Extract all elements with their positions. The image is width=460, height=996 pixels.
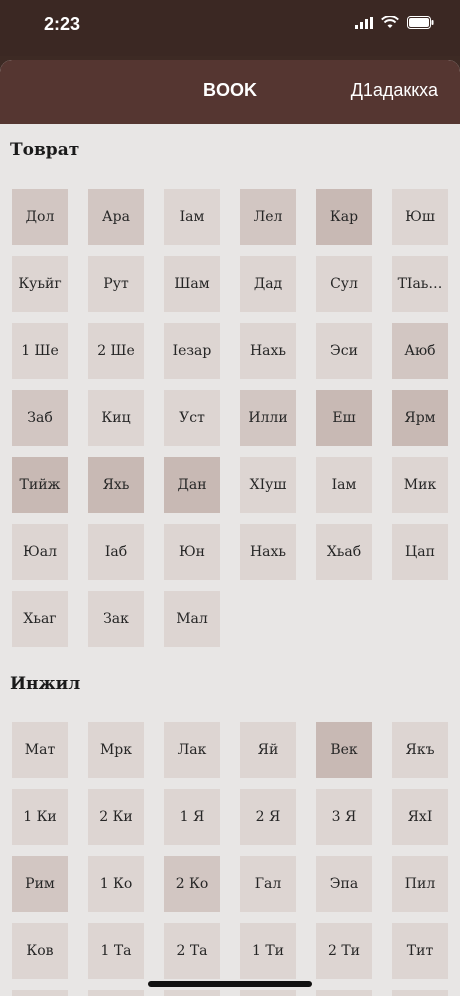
- book-tile[interactable]: Мал: [164, 591, 220, 647]
- book-tile[interactable]: Куьйг: [12, 256, 68, 312]
- book-tile[interactable]: ЯхІ: [392, 789, 448, 845]
- book-tile[interactable]: Нахь: [240, 524, 296, 580]
- book-tile[interactable]: Рим: [12, 856, 68, 912]
- book-tile[interactable]: Ярм: [392, 390, 448, 446]
- wifi-icon: [381, 16, 399, 29]
- book-tile[interactable]: Гал: [240, 856, 296, 912]
- book-tile[interactable]: 1 Я: [164, 789, 220, 845]
- battery-icon: [407, 16, 434, 29]
- book-tile[interactable]: Шам: [164, 256, 220, 312]
- book-tile[interactable]: Мрк: [88, 722, 144, 778]
- book-tile[interactable]: Мат: [12, 722, 68, 778]
- book-tile[interactable]: Уст: [164, 390, 220, 446]
- book-tile[interactable]: [88, 990, 144, 996]
- more-button[interactable]: Д1адаккха: [350, 80, 438, 100]
- book-tile[interactable]: Аюб: [392, 323, 448, 379]
- book-tile[interactable]: 2 Я: [240, 789, 296, 845]
- book-tile[interactable]: Іаб: [88, 524, 144, 580]
- book-tile[interactable]: 1 Ше: [12, 323, 68, 379]
- book-tile[interactable]: Лел: [240, 189, 296, 245]
- book-tile[interactable]: Эси: [316, 323, 372, 379]
- book-tile[interactable]: Зак: [88, 591, 144, 647]
- book-tile[interactable]: 2 Ко: [164, 856, 220, 912]
- book-tile[interactable]: 2 Та: [164, 923, 220, 979]
- nav-bar: [0, 60, 460, 124]
- book-tile[interactable]: Ков: [12, 923, 68, 979]
- book-tile[interactable]: Тит: [392, 923, 448, 979]
- book-tile[interactable]: Ара: [88, 189, 144, 245]
- section-title-gospel: Инжил: [10, 674, 81, 694]
- book-tile[interactable]: Эпа: [316, 856, 372, 912]
- book-tile[interactable]: [164, 990, 220, 996]
- book-tile[interactable]: [392, 990, 448, 996]
- book-sheet: [0, 60, 460, 996]
- book-tile[interactable]: Кар: [316, 189, 372, 245]
- book-tile[interactable]: Илли: [240, 390, 296, 446]
- book-tile[interactable]: Век: [316, 722, 372, 778]
- signal-icon: [355, 17, 373, 29]
- home-indicator: [148, 981, 312, 987]
- nav-title: BOOK: [203, 80, 257, 100]
- book-tile[interactable]: Дад: [240, 256, 296, 312]
- book-tile[interactable]: [240, 990, 296, 996]
- book-tile[interactable]: Якъ: [392, 722, 448, 778]
- book-tile[interactable]: Заб: [12, 390, 68, 446]
- book-tile[interactable]: Тийж: [12, 457, 68, 513]
- book-tile[interactable]: Пил: [392, 856, 448, 912]
- book-tile[interactable]: 2 Ти: [316, 923, 372, 979]
- book-tile[interactable]: 1 Ко: [88, 856, 144, 912]
- book-tile[interactable]: ТІаь…: [392, 256, 448, 312]
- book-tile[interactable]: Сул: [316, 256, 372, 312]
- book-tile[interactable]: Юш: [392, 189, 448, 245]
- book-tile[interactable]: Іам: [316, 457, 372, 513]
- status-time: 2:23: [44, 14, 81, 34]
- book-tile[interactable]: 1 Та: [88, 923, 144, 979]
- book-tile[interactable]: 1 Ки: [12, 789, 68, 845]
- section-title-torah: Товрат: [10, 140, 80, 160]
- book-tile[interactable]: Яхь: [88, 457, 144, 513]
- book-tile[interactable]: Юал: [12, 524, 68, 580]
- status-icons: [355, 16, 434, 29]
- book-tile[interactable]: Киц: [88, 390, 144, 446]
- book-tile[interactable]: 2 Ше: [88, 323, 144, 379]
- book-tile[interactable]: 2 Ки: [88, 789, 144, 845]
- book-tile[interactable]: Лак: [164, 722, 220, 778]
- book-tile[interactable]: Юн: [164, 524, 220, 580]
- book-tile[interactable]: [12, 990, 68, 996]
- book-tile[interactable]: Мик: [392, 457, 448, 513]
- book-tile[interactable]: Нахь: [240, 323, 296, 379]
- book-tile[interactable]: Хьаг: [12, 591, 68, 647]
- book-tile[interactable]: Яй: [240, 722, 296, 778]
- book-tile[interactable]: Хьаб: [316, 524, 372, 580]
- book-tile[interactable]: Еш: [316, 390, 372, 446]
- book-tile[interactable]: Рут: [88, 256, 144, 312]
- book-tile[interactable]: ХІуш: [240, 457, 296, 513]
- book-tile[interactable]: Іезар: [164, 323, 220, 379]
- book-tile[interactable]: 3 Я: [316, 789, 372, 845]
- book-tile[interactable]: [316, 990, 372, 996]
- book-tile[interactable]: Цап: [392, 524, 448, 580]
- book-tile[interactable]: Дан: [164, 457, 220, 513]
- book-tile[interactable]: 1 Ти: [240, 923, 296, 979]
- status-bar: [0, 0, 460, 56]
- book-tile[interactable]: Дол: [12, 189, 68, 245]
- book-tile[interactable]: Іам: [164, 189, 220, 245]
